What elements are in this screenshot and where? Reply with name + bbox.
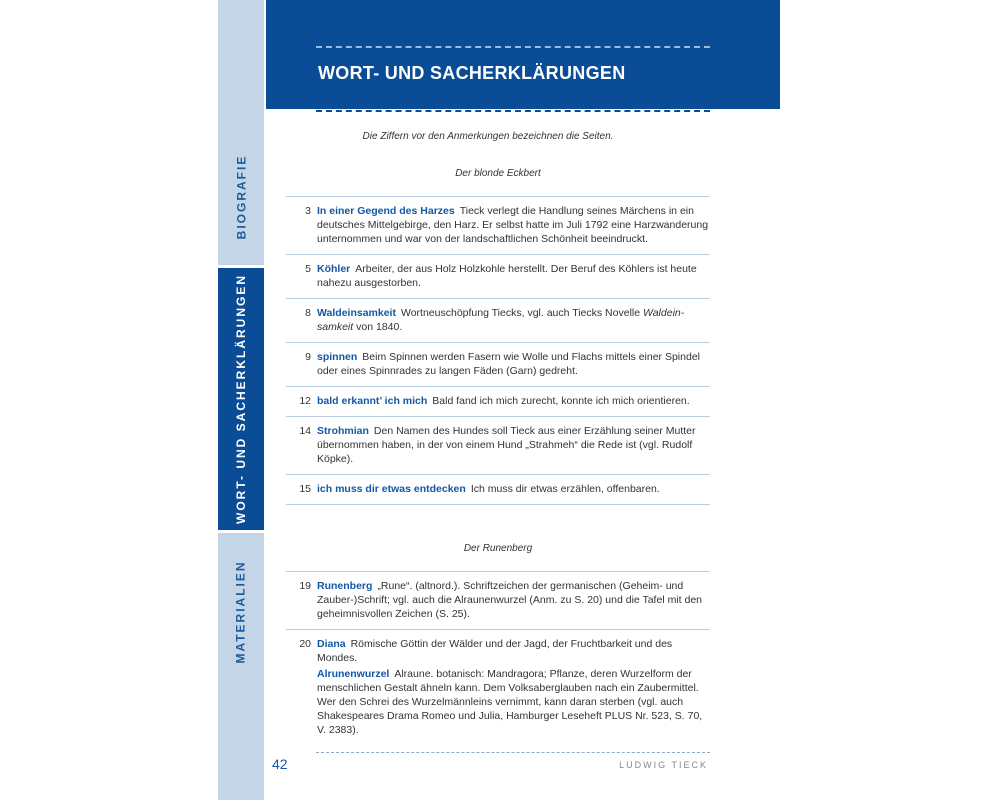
entries-list bbox=[286, 196, 710, 505]
entry bbox=[286, 386, 710, 416]
section-title: Der Runenberg bbox=[463, 543, 533, 554]
entry-term: Runenberg bbox=[317, 580, 373, 592]
entry-page: 20 bbox=[299, 638, 311, 650]
entry-text: Den Namen des Hundes soll Tieck aus einer Erzählung seiner Mutter übernommen haben, in der von einem Hund „Strahmeh“ die Rede ist (vgl. Rudolf Köpke). bbox=[317, 425, 696, 465]
entry-term: spinnen bbox=[317, 351, 358, 363]
entry-subtext: Alraune. botanisch: Mandragora; Pflanze, deren Wurzelform der menschlichen Gestalt ähneln kann. Dem Volksaberglauben nach ein Zaubermittel. Wer den Schrei des Wurzelmännleins vernimmt, kann daran sterben (vgl. auch Shakespeares Drama Romeo und Julia, Hamburger Leseheft PLUS Nr. 523, S. 70, V. 2383). bbox=[317, 668, 703, 736]
sidebar-tab-materialien[interactable] bbox=[218, 534, 264, 690]
entry-term: bald erkannt’ ich mich bbox=[317, 395, 428, 407]
entry-term: In einer Gegend des Harzes bbox=[317, 205, 455, 217]
entry-page: 8 bbox=[305, 307, 311, 319]
title-underline bbox=[316, 110, 710, 112]
entry-subterm: Alrunenwurzel bbox=[317, 668, 390, 680]
chapter-title: WORT- UND SACHERKLÄRUNGEN bbox=[318, 63, 626, 83]
tab-divider bbox=[218, 530, 264, 533]
sidebar-tab-label: WORT- UND SACHERKLÄRUNGEN bbox=[234, 274, 248, 524]
entry-text: Arbeiter, der aus Holz Holzkohle herstellt. Der Beruf des Köhlers ist heute nahezu ausgestorben. bbox=[317, 263, 697, 289]
entry bbox=[286, 298, 710, 342]
chapter-header bbox=[266, 0, 780, 109]
entry bbox=[286, 571, 710, 629]
entry-text: Wortneuschöpfung Tiecks, vgl. auch Tiecks Novelle bbox=[400, 307, 641, 319]
section-title: Der blonde Eckbert bbox=[455, 168, 541, 179]
entry-text: Ich muss dir etwas erzählen, offenbaren. bbox=[470, 483, 660, 495]
entry-term: Köhler bbox=[317, 263, 351, 275]
entry-text: Tieck verlegt die Handlung seines Märchens in ein deutsches Mittelgebirge, den Harz. Er selbst hatte im Juli 1792 eine Harzwanderung unternommen und war von der landschaftlichen Schönheit beeindruckt. bbox=[317, 205, 709, 245]
entry-term: Strohmian bbox=[317, 425, 369, 437]
entry-page: 14 bbox=[299, 425, 311, 437]
page-number: 42 bbox=[272, 756, 288, 772]
entry-text: Beim Spinnen werden Fasern wie Wolle und Flachs mittels einer Spindel oder eines Spinnrades zu langen Fäden (Garn) gedreht. bbox=[317, 351, 700, 377]
entry-text-end: von 1840. bbox=[356, 321, 403, 333]
entry-term: Diana bbox=[317, 638, 346, 650]
entry bbox=[286, 196, 710, 254]
entry-page: 15 bbox=[299, 483, 311, 495]
entry bbox=[286, 474, 710, 505]
entries-list bbox=[286, 571, 710, 745]
entry-page: 19 bbox=[299, 580, 311, 592]
entry-page: 9 bbox=[305, 351, 311, 363]
sidebar-tab-label: BIOGRAFIE bbox=[234, 154, 249, 240]
header-dashed-rule bbox=[316, 46, 710, 48]
entry-text: Römische Göttin der Wälder und der Jagd, der Fruchtbarkeit und des Mondes. bbox=[317, 638, 673, 664]
sidebar bbox=[218, 0, 264, 800]
entry bbox=[286, 254, 710, 298]
sidebar-tab-wort-und-sacherklaerungen[interactable] bbox=[218, 268, 264, 530]
entry-page: 3 bbox=[305, 205, 311, 217]
entry bbox=[286, 416, 710, 474]
entry-term: Waldeinsamkeit bbox=[317, 307, 396, 319]
entry-text: „Rune“. (altnord.). Schriftzeichen der germanischen (Geheim- und Zauber-)Schrift; vgl. auch die Alraunenwurzel (Anm. zu S. 20) und die Tafel mit den geheimnisvollen Zeichen (S. 25). bbox=[317, 580, 702, 620]
entry bbox=[286, 629, 710, 745]
sidebar-tab-biografie[interactable] bbox=[218, 130, 264, 264]
sidebar-tab-label: MATERIALIEN bbox=[234, 560, 249, 664]
intro-note: Die Ziffern vor den Anmerkungen bezeichnen die Seiten. bbox=[362, 131, 614, 142]
footer-dashed-rule bbox=[316, 752, 710, 753]
entry-text-italic: Waldeinsamkeit bbox=[317, 307, 685, 333]
entry-term: ich muss dir etwas entdecken bbox=[317, 483, 466, 495]
running-footer-author: LUDWIG TIECK bbox=[619, 760, 708, 770]
entry-page: 12 bbox=[299, 395, 311, 407]
entry-text: Bald fand ich mich zurecht, konnte ich mich orientieren. bbox=[432, 395, 690, 407]
entry bbox=[286, 342, 710, 386]
entry-page: 5 bbox=[305, 263, 311, 275]
